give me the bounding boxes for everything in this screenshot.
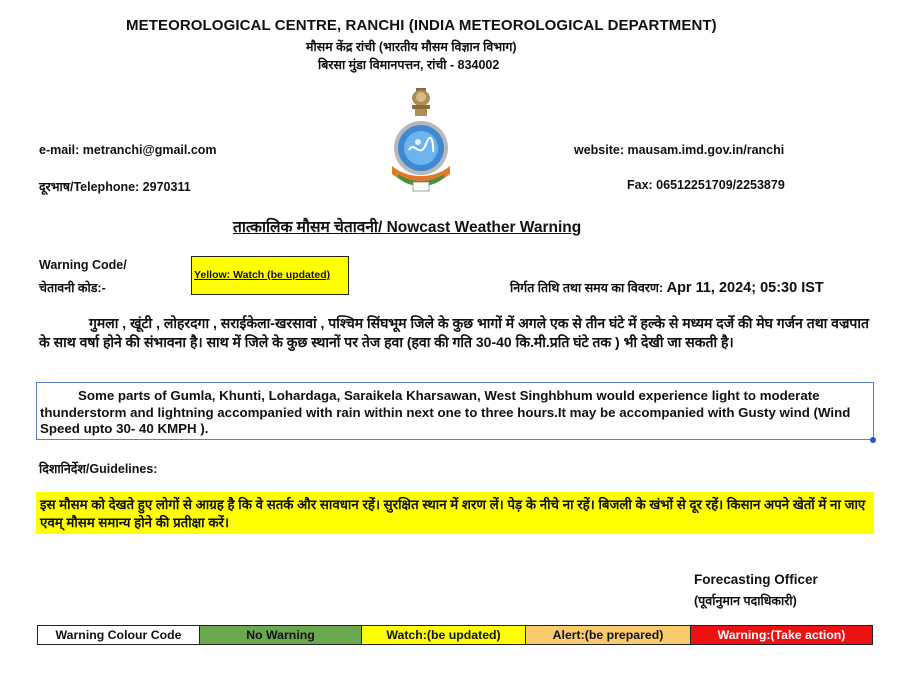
legend-item-no-warning: No Warning: [200, 626, 362, 644]
forecasting-officer-hindi: (पूर्वानुमान पदाधिकारी): [694, 594, 797, 608]
hindi-warning-text: गुमला , खूंटी , लोहरदगा , सराईकेला-खरसावां , पश्चिम सिंघभूम जिले के कुछ भागों में अगले एक से तीन घंटे में हल्के से मध्यम दर्जे की मेघ गर्जन तथा वज्रपात के साथ वर्षा होने की संभावना है। साथ में जिले के कुछ स्थानों पर तेज हवा (हवा की गति 30-40 कि.मी.प्रति घंटे तक ) भी देखी जा सकती है।: [39, 315, 869, 350]
legend-item-header: Warning Colour Code: [38, 626, 200, 644]
website-text: website: mausam.imd.gov.in/ranchi: [574, 143, 785, 157]
issued-info: [510, 279, 824, 296]
issued-label: निर्गत तिथि तथा समय का विवरण:: [510, 281, 664, 295]
header-title-hindi: मौसम केंद्र रांची (भारतीय मौसम विज्ञान विभाग): [306, 40, 517, 54]
fax-text: Fax: 06512251709/2253879: [627, 178, 785, 192]
legend-item-alert: Alert:(be prepared): [526, 626, 691, 644]
guidelines-box: [36, 492, 874, 534]
english-warning-box[interactable]: [36, 382, 874, 440]
resize-handle[interactable]: [870, 437, 876, 443]
page-title: तात्कालिक मौसम चेतावनी/ Nowcast Weather Warning: [233, 219, 582, 236]
header-address: बिरसा मुंडा विमानपत्तन, रांची - 834002: [318, 58, 500, 72]
telephone-text: दूरभाष/Telephone: 2970311: [39, 180, 191, 194]
warning-code-badge: [191, 256, 349, 295]
legend-item-warning: Warning:(Take action): [691, 626, 872, 644]
guidelines-label: दिशानिर्देश/Guidelines:: [39, 462, 158, 476]
guidelines-text: इस मौसम को देखते हुए लोगों से आग्रह है कि वे सतर्क और सावधान रहें। सुरक्षित स्थान में शरण लें। पेड़ के नीचे ना रहें। बिजली के खंभों से दूर रहें। किसान अपने खेतों में ना जाए एवम् मौसम समान्य होने की प्रतीक्षा करें।: [40, 497, 866, 530]
legend-item-watch: Watch:(be updated): [362, 626, 526, 644]
email-text: e-mail: metranchi@gmail.com: [39, 143, 217, 157]
english-warning-text: Some parts of Gumla, Khunti, Lohardaga, Saraikela Kharsawan, West Singhbhum would experience light to moderate thunderstorm and lightning accompanied with rain within next one to three hours.It may be accompanied with Gusty wind (Wind Speed upto 30- 40 KMPH ).: [40, 388, 851, 436]
warning-code-label-en: Warning Code/: [39, 258, 127, 272]
warning-colour-legend: [37, 625, 873, 645]
issued-datetime: Apr 11, 2024; 05:30 IST: [666, 280, 824, 296]
header-title: METEOROLOGICAL CENTRE, RANCHI (INDIA METEOROLOGICAL DEPARTMENT): [126, 17, 717, 34]
warning-code-label-hi: चेतावनी कोड:-: [39, 281, 106, 295]
warning-code-value: Yellow: Watch (be updated): [194, 269, 331, 281]
imd-emblem-icon: [390, 82, 452, 194]
forecasting-officer: Forecasting Officer: [694, 572, 818, 587]
